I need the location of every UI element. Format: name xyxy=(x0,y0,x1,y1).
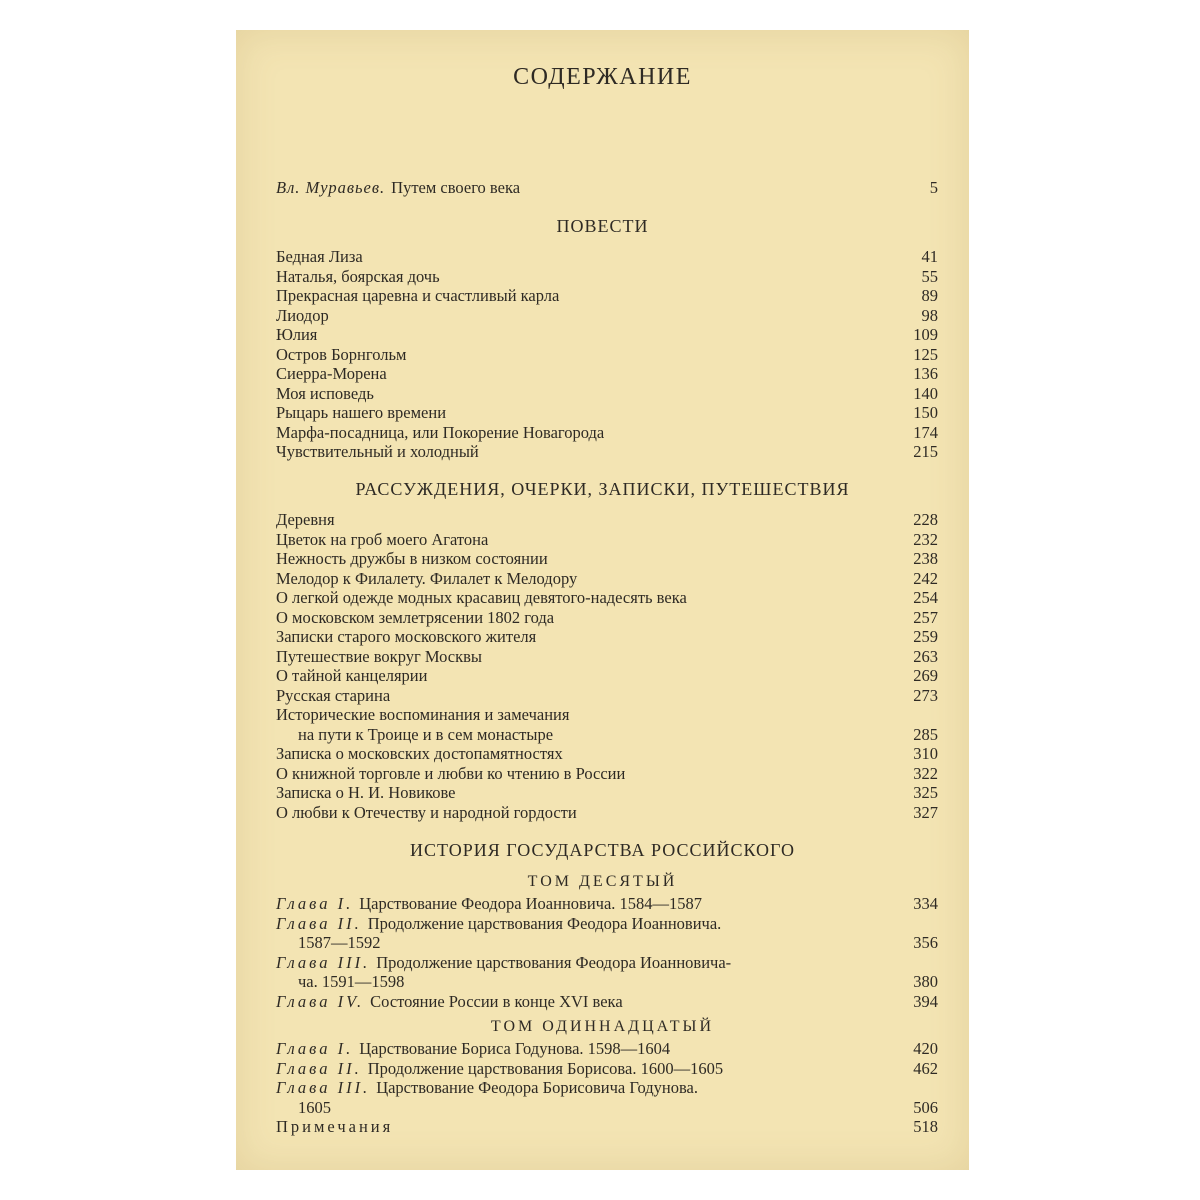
entry-page: 109 xyxy=(913,325,938,344)
entry-page: 89 xyxy=(921,286,938,305)
toc-entry xyxy=(276,802,938,823)
entry-page: 327 xyxy=(913,802,938,822)
entry-page: 238 xyxy=(913,549,938,568)
toc-entry xyxy=(276,627,938,647)
toc-entry xyxy=(276,305,938,326)
entry-page: 257 xyxy=(913,607,938,627)
entry-title: Чувствительный и холодный xyxy=(276,442,479,461)
toc-entry xyxy=(276,991,938,1012)
entry-title-cont: ча. 1591—1598 xyxy=(298,972,405,991)
entry-page: 254 xyxy=(913,588,938,607)
entry-title: Рыцарь нашего времени xyxy=(276,403,447,422)
volume-heading-11: ТОМ ОДИННАДЦАТЫЙ xyxy=(490,1018,715,1035)
toc-entry xyxy=(276,325,938,345)
entry-title: Записка о московских достопамятностях xyxy=(276,744,563,763)
entry-title: Бедная Лиза xyxy=(276,247,363,266)
entry-page: 263 xyxy=(913,646,938,666)
entry-title: Царствование Феодора Иоанновича. 1584—1587 xyxy=(359,894,703,913)
toc-entry xyxy=(276,1078,938,1117)
toc-entry xyxy=(276,685,938,706)
entry-title: Мелодор к Филалету. Филалет к Мелодору xyxy=(276,568,578,588)
entry-title: О московском землетрясении 1802 года xyxy=(276,607,555,627)
chapter-label: Глава III. xyxy=(276,1078,371,1097)
entry-title: Царствование Феодора Борисовича Годунова. xyxy=(376,1078,698,1097)
volume-heading-10: ТОМ ДЕСЯТЫЙ xyxy=(527,873,678,890)
entry-page: 322 xyxy=(913,763,938,783)
entry-page: 41 xyxy=(921,247,938,266)
entry-page: 150 xyxy=(913,403,938,422)
entry-page: 420 xyxy=(913,1039,938,1058)
entry-title: Записки старого московского жителя xyxy=(276,627,537,646)
toc-entry xyxy=(276,549,938,569)
entry-title: Юлия xyxy=(276,325,318,344)
entry-title: Записка о Н. И. Новикове xyxy=(276,783,456,802)
entry-page: 140 xyxy=(913,383,938,403)
entry-title: Продолжение царствования Феодора Иоанновича. xyxy=(367,913,722,933)
toc-entry xyxy=(276,344,938,365)
entry-title: Русская старина xyxy=(276,685,391,705)
toc-entry xyxy=(276,422,938,443)
entry-page: 462 xyxy=(913,1058,938,1078)
toc-entry xyxy=(276,894,938,914)
entry-page: 215 xyxy=(913,442,938,461)
entry-title: О тайной канцелярии xyxy=(276,666,428,685)
section-heading-essays: РАССУЖДЕНИЯ, ОЧЕРКИ, ЗАПИСКИ, ПУТЕШЕСТВИЯ xyxy=(355,479,850,499)
entry-page: 356 xyxy=(913,933,938,952)
entry-title: Марфа-посадница, или Покорение Новагорода xyxy=(276,422,605,442)
entry-page: 273 xyxy=(913,685,938,705)
intro-title: Путем своего века xyxy=(391,178,521,197)
entry-title: О любви к Отечеству и народной гордости xyxy=(276,802,577,822)
entry-title: Сиерра-Морена xyxy=(276,364,387,383)
notes-page: 518 xyxy=(913,1117,938,1136)
intro-entry xyxy=(276,178,938,198)
intro-author: Вл. Муравьев. xyxy=(276,178,386,197)
entry-title: Наталья, боярская дочь xyxy=(276,266,440,286)
chapter-label: Глава I. xyxy=(276,894,354,913)
entry-page: 232 xyxy=(913,529,938,549)
toc-entry xyxy=(276,247,938,267)
toc-entry xyxy=(276,744,938,764)
entry-title-cont: 1587—1592 xyxy=(298,933,381,952)
entry-page: 136 xyxy=(913,364,938,383)
toc-entry xyxy=(276,266,938,287)
entry-title: Исторические воспоминания и замечания xyxy=(276,705,570,724)
entry-page: 310 xyxy=(913,744,938,763)
toc-entry xyxy=(276,403,938,423)
toc-entry xyxy=(276,783,938,803)
entry-page: 125 xyxy=(913,344,938,364)
toc-entry xyxy=(276,364,938,384)
entry-page: 334 xyxy=(913,894,938,913)
section-heading-history: ИСТОРИЯ ГОСУДАРСТВА РОССИЙСКОГО xyxy=(409,840,795,860)
entry-page: 506 xyxy=(913,1097,938,1117)
toc-entry xyxy=(276,529,938,550)
chapter-label: Глава I. xyxy=(276,1039,354,1058)
entry-title: Прекрасная царевна и счастливый карла xyxy=(276,286,560,305)
entry-page: 394 xyxy=(913,991,938,1011)
entry-title: О легкой одежде модных красавиц девятого-надесять века xyxy=(276,588,687,607)
section-heading-povesti: ПОВЕСТИ xyxy=(556,216,649,236)
toc-entry xyxy=(276,568,938,589)
entry-title: Царствование Бориса Годунова. 1598—1604 xyxy=(359,1039,671,1058)
entry-title-cont: на пути к Троице и в сем монастыре xyxy=(298,724,554,744)
entry-title: О книжной торговле и любви ко чтению в России xyxy=(276,763,626,783)
entry-page: 259 xyxy=(913,627,938,646)
book-page xyxy=(236,30,969,1170)
toc-entry xyxy=(276,383,938,404)
chapter-label: Глава IV. xyxy=(276,991,365,1011)
entry-page: 174 xyxy=(913,422,938,442)
toc-entry xyxy=(276,952,938,992)
entry-page: 325 xyxy=(913,783,938,802)
page-title: СОДЕРЖАНИЕ xyxy=(513,64,692,90)
toc-entry xyxy=(276,1039,938,1059)
entry-title: Нежность дружбы в низком состоянии xyxy=(276,549,548,568)
toc-entry xyxy=(276,442,938,462)
entry-page: 55 xyxy=(921,266,938,286)
entry-title: Деревня xyxy=(276,510,335,529)
toc-entry xyxy=(276,1058,938,1079)
entry-page: 228 xyxy=(913,510,938,529)
entry-page: 98 xyxy=(921,305,938,325)
chapter-label: Глава II. xyxy=(276,1058,362,1078)
entry-title: Моя исповедь xyxy=(276,383,374,403)
entry-title: Путешествие вокруг Москвы xyxy=(276,646,483,666)
entry-title: Продолжение царствования Борисова. 1600—1605 xyxy=(367,1058,724,1078)
toc-entry xyxy=(276,913,938,953)
toc-entry xyxy=(276,607,938,628)
entry-title: Продолжение царствования Феодора Иоанновича- xyxy=(376,952,732,972)
entry-title: Цветок на гроб моего Агатона xyxy=(276,529,489,549)
toc-entry xyxy=(276,646,938,667)
entry-title: Остров Борнгольм xyxy=(276,344,407,364)
entry-page: 242 xyxy=(913,568,938,588)
toc-entry xyxy=(276,588,938,608)
entry-page: 285 xyxy=(913,724,938,744)
intro-page: 5 xyxy=(929,178,938,197)
chapter-label: Глава III. xyxy=(276,952,371,972)
toc-entry xyxy=(276,510,938,530)
chapter-label: Глава II. xyxy=(276,913,362,933)
entry-title-cont: 1605 xyxy=(298,1097,331,1117)
toc-entry xyxy=(276,666,938,686)
entry-title: Состояние России в конце XVI века xyxy=(370,991,623,1011)
toc-entry xyxy=(276,763,938,784)
notes-entry xyxy=(276,1117,938,1137)
toc-entry xyxy=(276,705,938,744)
toc-entry xyxy=(276,286,938,306)
entry-page: 380 xyxy=(913,972,938,991)
entry-title: Лиодор xyxy=(276,305,329,325)
notes-title: Примечания xyxy=(276,1117,394,1136)
entry-page: 269 xyxy=(913,666,938,685)
